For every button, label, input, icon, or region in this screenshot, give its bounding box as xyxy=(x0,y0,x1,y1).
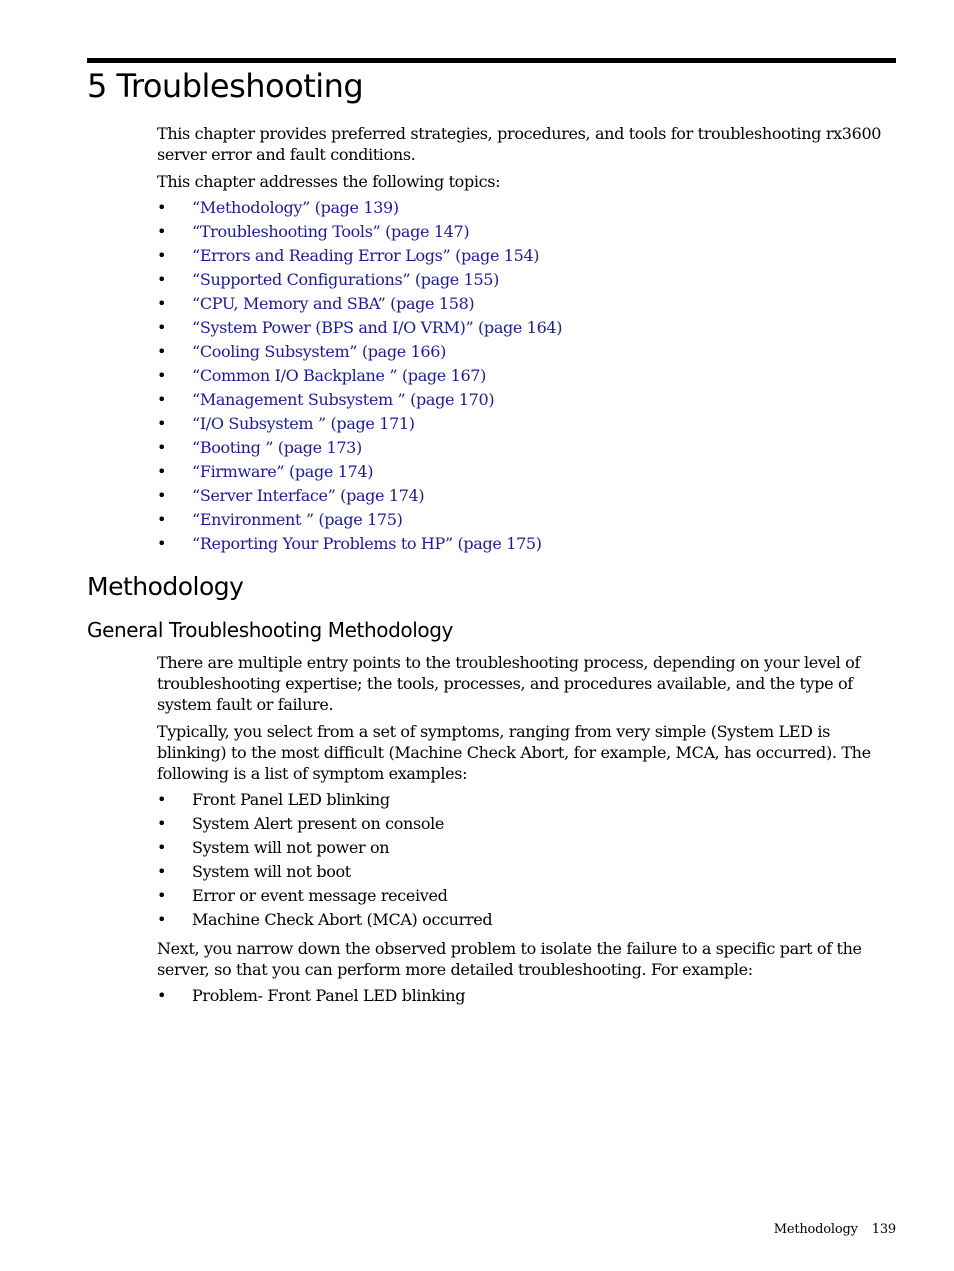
section-heading-methodology: Methodology xyxy=(87,572,244,601)
symptom-text: System Alert present on console xyxy=(192,814,445,833)
list-item xyxy=(157,532,562,556)
bullet: • xyxy=(157,862,167,881)
topic-link-io-subsystem[interactable]: “I/O Subsystem ” (page 171) xyxy=(192,414,415,433)
list-item xyxy=(157,812,492,836)
list-item xyxy=(157,788,492,812)
intro-section xyxy=(157,123,897,192)
bullet: • xyxy=(157,222,167,241)
list-item xyxy=(157,460,562,484)
page-number: 139 xyxy=(871,1222,896,1237)
methodology-paragraph-1: There are multiple entry points to the troubleshooting process, depending on your level of troubleshooting expertise; the tools, processes, and procedures available, and the type of system fault or failure. xyxy=(157,653,861,714)
list-item xyxy=(157,196,562,220)
list-item xyxy=(157,364,562,388)
bullet: • xyxy=(157,246,167,265)
list-item xyxy=(157,268,562,292)
symptom-text: Error or event message received xyxy=(192,886,448,905)
list-item xyxy=(157,984,465,1008)
page-footer xyxy=(774,1222,896,1237)
methodology-body xyxy=(157,652,897,784)
list-item xyxy=(157,860,492,884)
bullet: • xyxy=(157,438,167,457)
list-item xyxy=(157,340,562,364)
bullet: • xyxy=(157,318,167,337)
symptoms-list xyxy=(157,788,492,932)
bullet: • xyxy=(157,198,167,217)
list-item xyxy=(157,292,562,316)
list-item xyxy=(157,884,492,908)
intro-paragraph: This chapter provides preferred strategies, procedures, and tools for troubleshooting rx3600 server error and fault conditions. xyxy=(157,124,882,164)
bullet: • xyxy=(157,486,167,505)
topic-link-methodology[interactable]: “Methodology” (page 139) xyxy=(192,198,399,217)
topic-link-reporting-problems[interactable]: “Reporting Your Problems to HP” (page 175) xyxy=(192,534,542,553)
topic-link-common-io-backplane[interactable]: “Common I/O Backplane ” (page 167) xyxy=(192,366,487,385)
bullet: • xyxy=(157,390,167,409)
narrow-down-section xyxy=(157,938,897,980)
bullet: • xyxy=(157,294,167,313)
list-item xyxy=(157,412,562,436)
bullet: • xyxy=(157,886,167,905)
chapter-rule xyxy=(87,58,896,63)
list-item xyxy=(157,508,562,532)
list-item xyxy=(157,436,562,460)
bullet: • xyxy=(157,986,167,1005)
topic-link-management-subsystem[interactable]: “Management Subsystem ” (page 170) xyxy=(192,390,495,409)
topic-link-troubleshooting-tools[interactable]: “Troubleshooting Tools” (page 147) xyxy=(192,222,470,241)
bullet: • xyxy=(157,814,167,833)
list-item xyxy=(157,244,562,268)
topic-link-environment[interactable]: “Environment ” (page 175) xyxy=(192,510,403,529)
footer-section-name: Methodology xyxy=(773,1222,858,1237)
bullet: • xyxy=(157,414,167,433)
topic-link-firmware[interactable]: “Firmware” (page 174) xyxy=(192,462,374,481)
topics-lead: This chapter addresses the following topics: xyxy=(157,172,501,191)
bullet: • xyxy=(157,342,167,361)
list-item xyxy=(157,908,492,932)
chapter-title: 5 Troubleshooting xyxy=(87,67,364,105)
topic-link-booting[interactable]: “Booting ” (page 173) xyxy=(192,438,362,457)
subsection-heading-general-methodology: General Troubleshooting Methodology xyxy=(87,618,453,642)
bullet: • xyxy=(157,462,167,481)
example-text: Problem- Front Panel LED blinking xyxy=(192,986,466,1005)
topic-link-supported-configurations[interactable]: “Supported Configurations” (page 155) xyxy=(192,270,500,289)
methodology-paragraph-2: Typically, you select from a set of symptoms, ranging from very simple (System LED is blinking) to the most difficult (Machine Check Abort, for example, MCA, has occurred). The following is a list of symptom examples: xyxy=(157,722,871,783)
list-item xyxy=(157,220,562,244)
symptom-text: Machine Check Abort (MCA) occurred xyxy=(192,910,493,929)
list-item xyxy=(157,484,562,508)
topic-link-error-logs[interactable]: “Errors and Reading Error Logs” (page 154) xyxy=(192,246,540,265)
topic-link-cooling-subsystem[interactable]: “Cooling Subsystem” (page 166) xyxy=(192,342,446,361)
list-item xyxy=(157,836,492,860)
topic-link-cpu-memory-sba[interactable]: “CPU, Memory and SBA” (page 158) xyxy=(192,294,475,313)
bullet: • xyxy=(157,838,167,857)
bullet: • xyxy=(157,270,167,289)
topics-list xyxy=(157,196,562,556)
topic-link-system-power[interactable]: “System Power (BPS and I/O VRM)” (page 164) xyxy=(192,318,563,337)
bullet: • xyxy=(157,790,167,809)
methodology-paragraph-3: Next, you narrow down the observed problem to isolate the failure to a specific part of the server, so that you can perform more detailed troubleshooting. For example: xyxy=(157,939,862,979)
bullet: • xyxy=(157,366,167,385)
bullet: • xyxy=(157,534,167,553)
symptom-text: Front Panel LED blinking xyxy=(192,790,390,809)
bullet: • xyxy=(157,910,167,929)
symptom-text: System will not power on xyxy=(192,838,390,857)
list-item xyxy=(157,388,562,412)
list-item xyxy=(157,316,562,340)
topic-link-server-interface[interactable]: “Server Interface” (page 174) xyxy=(192,486,425,505)
examples-list xyxy=(157,984,465,1008)
symptom-text: System will not boot xyxy=(192,862,351,881)
bullet: • xyxy=(157,510,167,529)
